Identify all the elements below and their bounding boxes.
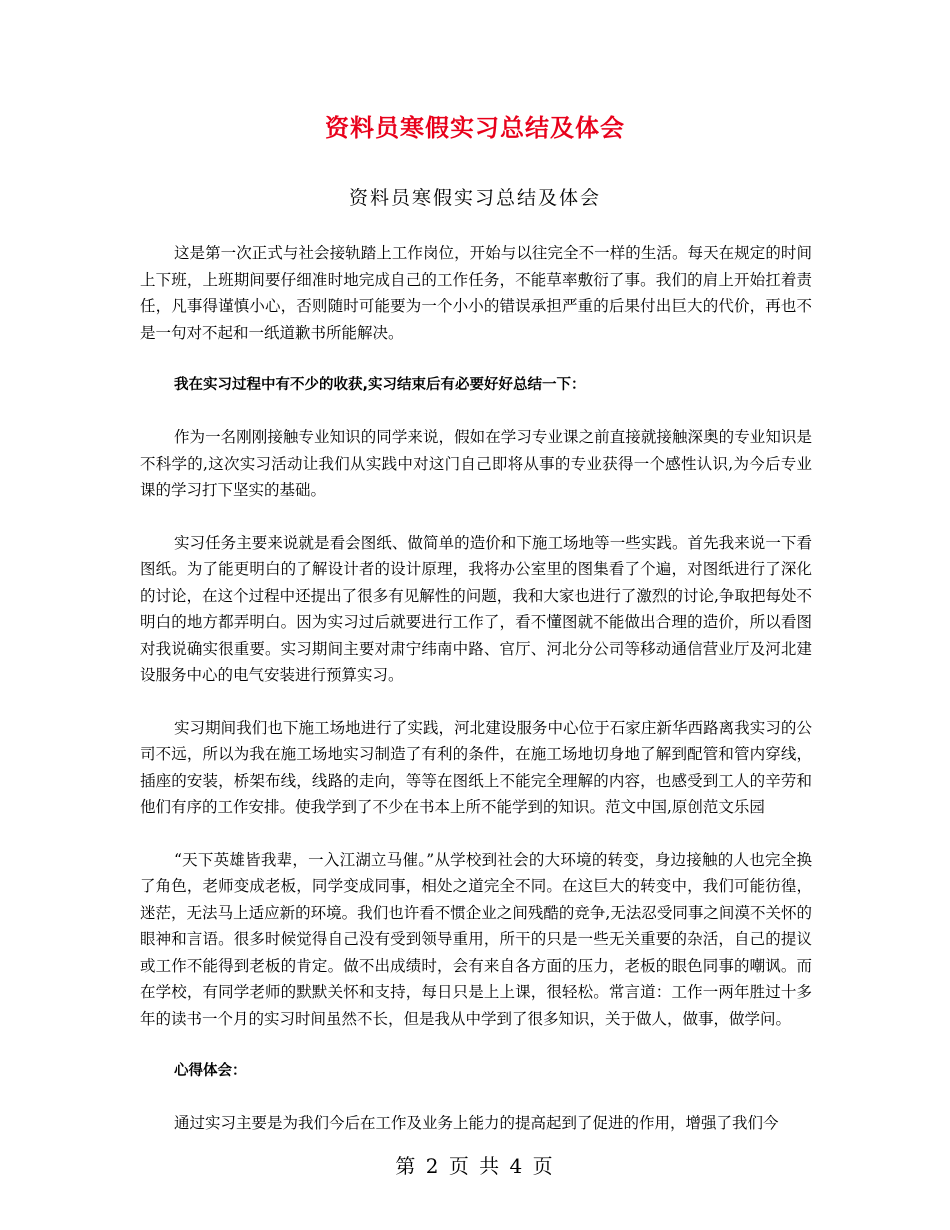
section-heading-gains: 我在实习过程中有不少的收获,实习结束后有必要好好总结一下： [174,377,586,393]
paragraph-reflections: 通过实习主要是为我们今后在工作及业务上能力的提高起到了促进的作用，增强了我们今 [174,1114,779,1132]
paragraph-site-practice: 实习期间我们也下施工场地进行了实践，河北建设服务中心位于石家庄新华西路离我实习的公司不远，所以为我在施工场地实习制造了有利的条件，在施工场地切身地了解到配管和管内穿线，插座的安装，桥架布线，线路的走向，等等在图纸上不能完全理解的内容，也感受到工人的辛劳和他们有序的工作安排。使我学到了不少在书本上所不能学到的知识。范文中国,原创范文乐园 [140,718,812,816]
section-heading-reflections: 心得体会： [174,1063,247,1079]
document-body [140,240,812,1163]
paragraph-intro: 这是第一次正式与社会接轨踏上工作岗位，开始与以往完全不一样的生活。每天在规定的时间上下班，上班期间要仔细准时地完成自己的工作任务，不能草率敷衍了事。我们的肩上开始扛着责任，凡事得谨慎小心，否则随时可能要为一个小小的错误承担严重的后果付出巨大的代价，再也不是一句对不起和一纸道歉书所能解决。 [140,244,812,342]
paragraph-internship-tasks: 实习任务主要来说就是看会图纸、做简单的造价和下施工场地等一些实践。首先我来说一下看图纸。为了能更明白的了解设计者的设计原理，我将办公室里的图集看了个遍，对图纸进行了深化的讨论，在这个过程中还提出了很多有见解性的问题，我和大家也进行了激烈的讨论,争取把每处不明白的地方都弄明白。因为实习过后就要进行工作了，看不懂图就不能做出合理的造价，所以看图对我说确实很重要。实习期间主要对肃宁纬南中路、官厅、河北分公司等移动通信营业厅及河北建设服务中心的电气安装进行预算实习。 [140,533,812,684]
document-title: 资料员寒假实习总结及体会 [325,113,625,142]
page-footer: 第 2 页 共 4 页 [395,1154,555,1178]
paragraph-professional-knowledge: 作为一名刚刚接触专业知识的同学来说，假如在学习专业课之前直接就接触深奥的专业知识是不科学的,这次实习活动让我们从实践中对这门自己即将从事的专业获得一个感性认识,为今后专业课的学习打下坚实的基础。 [140,428,812,499]
paragraph-society-transition: “天下英雄皆我辈，一入江湖立马催。”从学校到社会的大环境的转变，身边接触的人也完全换了角色，老师变成老板，同学变成同事，相处之道完全不同。在这巨大的转变中，我们可能彷徨，迷茫，无法马上适应新的环境。我们也许看不惯企业之间残酷的竞争,无法忍受同事之间漠不关怀的眼神和言语。很多时候觉得自己没有受到领导重用，所干的只是一些无关重要的杂活，自己的提议或工作不能得到老板的肯定。做不出成绩时，会有来自各方面的压力，老板的眼色同事的嘲讽。而在学校，有同学老师的默默关怀和支持，每日只是上上课，很轻松。常言道：工作一两年胜过十多年的读书一个月的实习时间虽然不长，但是我从中学到了很多知识，关于做人，做事，做学问。 [140,850,812,1028]
document-subtitle: 资料员寒假实习总结及体会 [348,187,601,209]
